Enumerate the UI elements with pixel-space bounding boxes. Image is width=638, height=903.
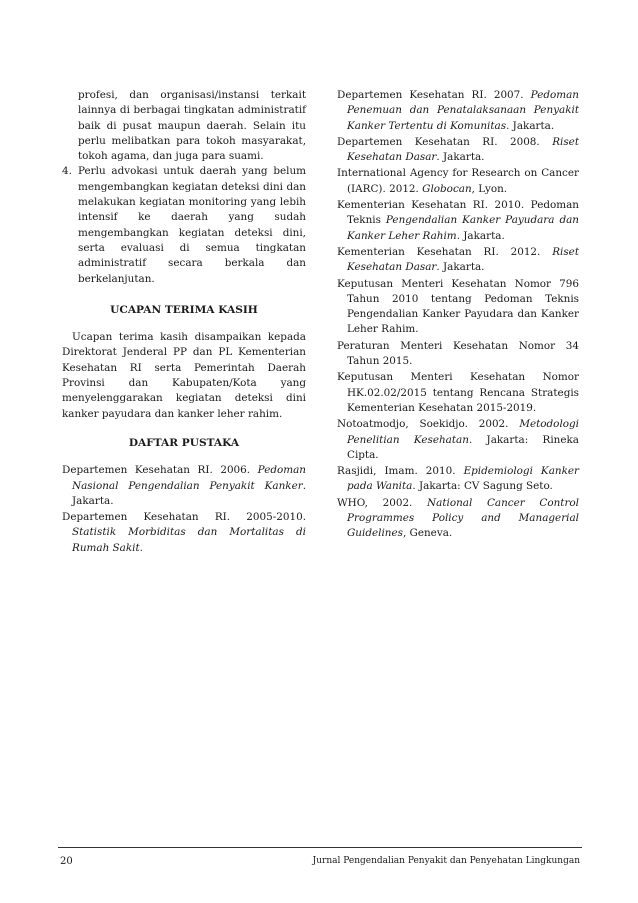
reference-title: Pedoman Penemuan dan Penatalaksanaan Penyakit Kanker Tertentu di Komunitas	[347, 89, 579, 132]
reference-text-end: . Jakarta.	[456, 229, 505, 242]
reference-text-end: . Jakarta.	[72, 479, 306, 507]
reference-text-end: . Jakarta.	[436, 261, 485, 274]
acknowledgement-paragraph: Ucapan terima kasih disampaikan kepada Direktorat Jenderal PP dan PL Kementerian Kesehatan RI serta Pemerintah Daerah Provinsi dan Kabupaten/Kota yang menyelenggarakan kegiatan deteksi dini kanker payudara dan kanker leher rahim.	[62, 331, 306, 420]
reference-entry	[62, 463, 306, 509]
reference-text-end: .	[139, 541, 143, 554]
reference-title: Metodologi Penelitian Kesehatan	[347, 418, 579, 446]
reference-title: Globocan	[422, 182, 472, 195]
reference-text: Kementerian Kesehatan RI. 2012.	[337, 245, 553, 258]
reference-entry	[337, 277, 579, 338]
reference-text: Keputusan Menteri Kesehatan Nomor HK.02.02/2015 tentang Rencana Strategis Kementerian Kesehatan 2015-2019.	[337, 371, 579, 414]
reference-text: Kementerian Kesehatan RI. 2010. Pedoman Teknis	[337, 199, 579, 227]
page-number: 20	[60, 856, 73, 867]
reference-entry	[62, 510, 306, 556]
reference-title: Epidemiologi Kanker pada Wanita	[347, 465, 579, 493]
reference-text: International Agency for Research on Cancer (IARC). 2012.	[337, 167, 579, 195]
reference-entry	[337, 417, 579, 463]
reference-entry	[337, 198, 579, 244]
references-heading: DAFTAR PUSTAKA	[128, 436, 240, 449]
list-item-continuation: profesi, dan organisasi/instansi terkait lainnya di berbagai tingkatan administratif baik di pusat maupun daerah. Selain itu perlu melibatkan para tokoh masyarakat, tokoh agama, dan juga para suami.	[78, 89, 306, 163]
reference-title: Riset Kesehatan Dasar	[347, 245, 579, 274]
reference-text-end: . Jakarta.	[506, 119, 555, 132]
reference-text: Departemen Kesehatan RI. 2008.	[337, 135, 553, 148]
reference-entry	[337, 496, 579, 542]
reference-entry	[337, 245, 579, 276]
reference-title: Riset Kesehatan Dasar	[347, 135, 579, 164]
list-item-4	[62, 164, 306, 286]
reference-title: National Cancer Control Programmes Policy and Managerial Guidelines	[347, 496, 579, 540]
reference-entry	[337, 370, 579, 416]
reference-text: Peraturan Menteri Kesehatan Nomor 34 Tahun 2015.	[337, 339, 579, 368]
reference-text-end: , Lyon.	[471, 182, 508, 195]
reference-title: Pengendalian Kanker Payudara dan Kanker Leher Rahim	[347, 214, 579, 242]
reference-entry	[337, 166, 579, 197]
reference-entry	[337, 464, 579, 495]
right-column	[337, 88, 579, 543]
reference-text: WHO, 2002.	[337, 496, 428, 509]
reference-text: Keputusan Menteri Kesehatan Nomor 796 Tahun 2010 tentang Pedoman Teknis Pengendalian Kanker Payudara dan Kanker Leher Rahim.	[337, 277, 579, 336]
footer-divider	[58, 847, 582, 848]
acknowledgement-heading: UCAPAN TERIMA KASIH	[110, 303, 258, 316]
reference-text: Departemen Kesehatan RI. 2007.	[337, 89, 531, 101]
list-item-number: 4.	[62, 165, 72, 178]
list-item-text: Perlu advokasi untuk daerah yang belum mengembangkan kegiatan deteksi dini dan melakukan kegiatan monitoring yang lebih intensif ke daerah yang sudah mengembangkan kegiatan deteksi dini, serta evaluasi di semua tingkatan administratif secara berkala dan berkelanjutan.	[78, 165, 306, 285]
journal-name: Jurnal Pengendalian Penyakit dan Penyehatan Lingkungan	[312, 856, 580, 866]
reference-text: Notoatmodjo, Soekidjo. 2002.	[337, 418, 520, 431]
left-column	[62, 88, 306, 557]
reference-text-end: . Jakarta.	[436, 151, 485, 164]
reference-text-end: , Geneva.	[402, 527, 453, 540]
reference-text: Departemen Kesehatan RI. 2005-2010.	[62, 511, 306, 524]
reference-entry	[337, 135, 579, 166]
reference-text: Rasjidi, Imam. 2010.	[337, 465, 464, 478]
reference-text-end: . Jakarta: CV Sagung Seto.	[412, 480, 553, 493]
reference-text-end: . Jakarta: Rineka Cipta.	[347, 433, 579, 461]
reference-entry	[337, 339, 579, 370]
reference-entry	[337, 88, 579, 134]
reference-title: Pedoman Nasional Pengendalian Penyakit Kanker	[72, 464, 306, 492]
reference-text: Departemen Kesehatan RI. 2006.	[62, 464, 258, 477]
reference-title: Statistik Morbiditas dan Mortalitas di Rumah Sakit	[72, 526, 306, 554]
